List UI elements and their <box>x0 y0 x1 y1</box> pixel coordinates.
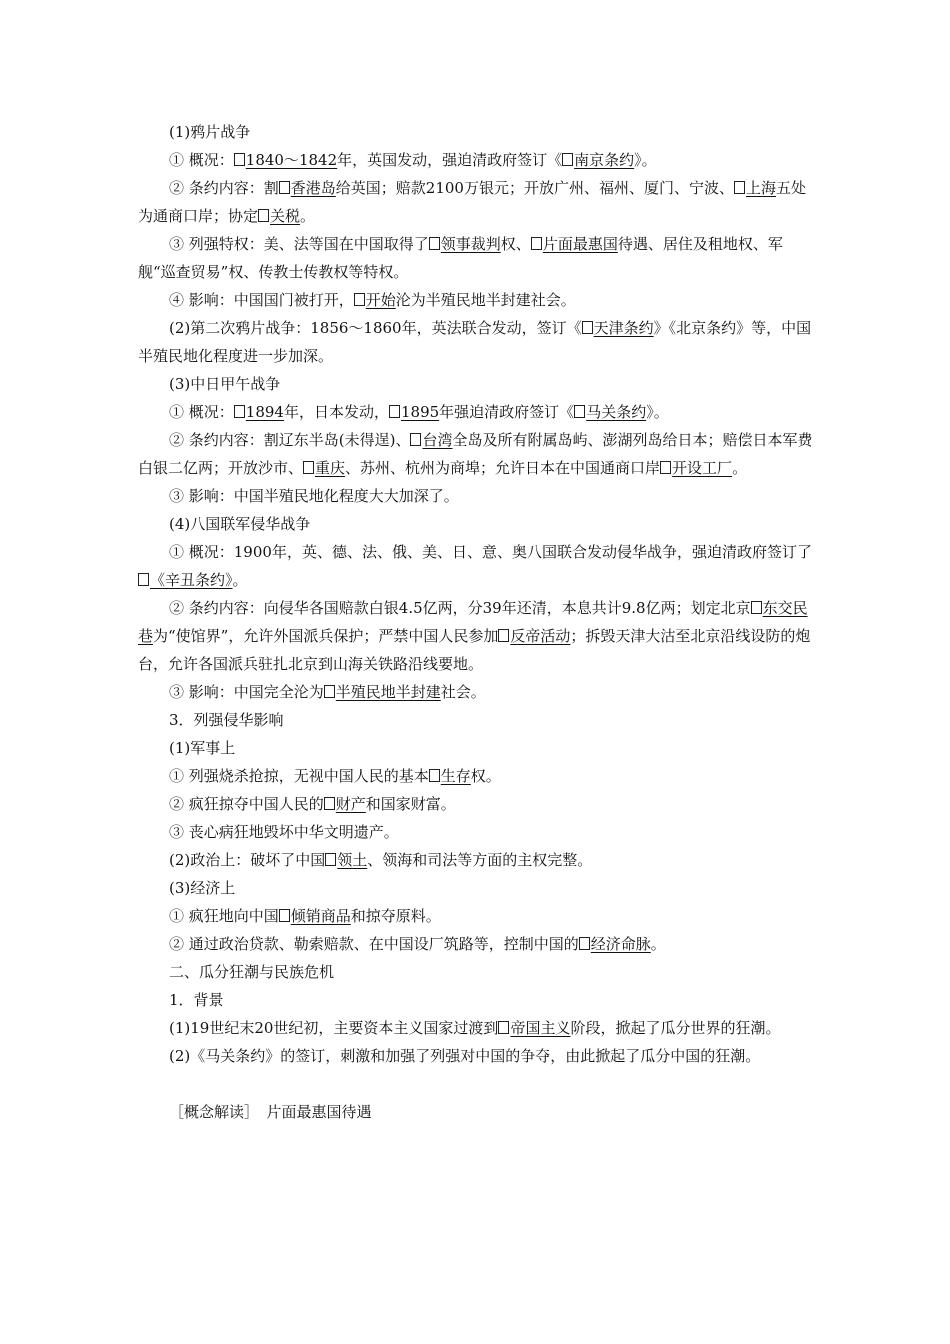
paragraph-text: 和国家财富。 <box>365 795 456 813</box>
paragraph-text: ① 疯狂地向中国 <box>169 907 279 925</box>
paragraph <box>138 314 818 370</box>
paragraph-text: 》。 <box>646 403 669 421</box>
paragraph <box>138 370 818 398</box>
paragraph <box>138 874 818 902</box>
paragraph-text: ③ 影响：中国完全沦为 <box>169 683 324 701</box>
paragraph <box>138 230 818 286</box>
paragraph-text: 给英国；赔款2100万银元；开放广州、福州、厦门、宁波、 <box>335 179 734 197</box>
paragraph-text: ② 条约内容：割辽东半岛(未得逞)、 <box>169 431 411 449</box>
paragraph <box>138 958 818 986</box>
paragraph-text: (3)经济上 <box>169 879 236 897</box>
paragraph-text: 年，英国发动，强迫清政府签订《 <box>337 151 563 169</box>
answer-blank: 1894 <box>234 403 284 421</box>
paragraph <box>138 538 818 594</box>
paragraph-text: 。 <box>300 207 316 225</box>
paragraph-text: 》。 <box>634 151 657 169</box>
paragraph-text: 全岛及所有附属岛屿、澎湖列岛给日本；赔偿日本军费白银二亿两；开放沙市、 <box>138 431 813 477</box>
paragraph <box>138 818 818 846</box>
paragraph-text: (4)八国联军侵华战争 <box>169 515 311 533</box>
paragraph <box>138 1042 818 1070</box>
answer-blank: 上海 <box>734 179 776 197</box>
answer-blank: 倾销商品 <box>279 907 351 925</box>
paragraph-text: ② 疯狂掠夺中国人民的 <box>169 795 324 813</box>
paragraph <box>138 510 818 538</box>
paragraph-text: 。 <box>650 935 666 953</box>
answer-blank: 财产 <box>324 795 366 813</box>
paragraph-text: 社会。 <box>440 683 486 701</box>
paragraph-text: ② 条约内容：向侵华各国赔款白银4.5亿两，分39年还清，本息共计9.8亿两；划定北京 <box>169 599 751 617</box>
paragraph <box>138 790 818 818</box>
answer-blank: 重庆 <box>303 459 345 477</box>
paragraph-text: ；拆毁天津大沽至北京沿线设防的炮台，允许各国派兵驻扎北京到山海关铁路沿线要地。 <box>138 627 811 673</box>
paragraph-text: 二、瓜分狂潮与民族危机 <box>169 963 335 981</box>
paragraph-text: ② 通过政治贷款、勒索赔款、在中国设厂筑路等，控制中国的 <box>169 935 579 953</box>
paragraph <box>138 930 818 958</box>
paragraph <box>138 594 818 678</box>
answer-blank: 南京条约 <box>562 151 634 169</box>
paragraph <box>138 286 818 314</box>
paragraph-text: 年强迫清政府签订《 <box>439 403 575 421</box>
paragraph-text: 权。 <box>470 767 501 785</box>
paragraph <box>138 398 818 426</box>
paragraph-text: 权、 <box>500 235 531 253</box>
paragraph-text: (2)政治上：破坏了中国 <box>169 851 326 869</box>
paragraph <box>138 706 818 734</box>
paragraph-text: ④ 影响：中国国门被打开， <box>169 291 354 309</box>
paragraph-text: (1)19世纪末20世纪初，主要资本主义国家过渡到 <box>169 1019 499 1037</box>
paragraph <box>138 146 818 174</box>
answer-blank: 领土 <box>325 851 367 869</box>
paragraph-text: 阶段，掀起了瓜分世界的狂潮。 <box>570 1019 781 1037</box>
paragraph <box>138 846 818 874</box>
paragraph-text: ③ 丧心病狂地毁坏中华文明遗产。 <box>169 823 399 841</box>
paragraph-text: ［概念解读］ 片面最惠国待遇 <box>169 1103 372 1121</box>
answer-blank: 《辛丑条约》 <box>138 571 233 589</box>
paragraph <box>138 174 818 230</box>
paragraph <box>138 902 818 930</box>
paragraph-text: 五处为通商口岸；协定 <box>138 179 807 225</box>
paragraph-text: 待遇、居住及租地权、军舰“巡查贸易”权、传教士传教权等特权。 <box>138 235 783 281</box>
paragraph-text: 》《北京条约》等，中国半殖民地化程度进一步加深。 <box>138 319 812 365</box>
answer-blank: 关税 <box>258 207 300 225</box>
paragraph <box>138 482 818 510</box>
answer-blank: 反帝活动 <box>498 627 570 645</box>
paragraph <box>138 426 818 482</box>
paragraph-text: (2)《马关条约》的签订，刺激和加强了列强对中国的争夺，由此掀起了瓜分中国的狂潮。 <box>169 1047 761 1065</box>
paragraph-gap <box>138 1070 818 1098</box>
paragraph <box>138 678 818 706</box>
answer-blank: 帝国主义 <box>498 1019 570 1037</box>
answer-blank: 香港岛 <box>279 179 336 197</box>
paragraph-text: (3)中日甲午战争 <box>169 375 281 393</box>
paragraph-text: ① 概况：1900年，英、德、法、俄、美、日、意、奥八国联合发动侵华战争，强迫清政府签订了 <box>169 543 812 561</box>
paragraph-text: 年，日本发动， <box>283 403 389 421</box>
paragraph-text: ① 概况： <box>169 403 234 421</box>
paragraph-text: ① 列强烧杀抢掠，无视中国人民的基本 <box>169 767 429 785</box>
paragraph-text: (2)第二次鸦片战争：1856～1860年，英法联合发动，签订《 <box>169 319 582 337</box>
answer-blank: 天津条约 <box>582 319 654 337</box>
answer-blank: 开始 <box>354 291 396 309</box>
answer-blank: 片面最惠国 <box>531 235 618 253</box>
answer-blank: 半殖民地半封建 <box>324 683 441 701</box>
paragraph-text: 沦为半殖民地半封建社会。 <box>395 291 576 309</box>
answer-blank: 东交民巷 <box>138 599 808 645</box>
answer-blank: 领事裁判 <box>429 235 501 253</box>
answer-blank: 台湾 <box>410 431 452 449</box>
paragraph-text: 和掠夺原料。 <box>350 907 441 925</box>
paragraph <box>138 986 818 1014</box>
paragraph-text: 为“使馆界”，允许外国派兵保护；严禁中国人民参加 <box>153 627 499 645</box>
answer-blank: 生存 <box>429 767 471 785</box>
paragraph-text: ③ 影响：中国半殖民地化程度大大加深了。 <box>169 487 459 505</box>
paragraph-text: 3．列强侵华影响 <box>169 711 284 729</box>
paragraph <box>138 762 818 790</box>
paragraph <box>138 118 818 146</box>
paragraph <box>138 1014 818 1042</box>
paragraph-text: ① 概况： <box>169 151 234 169</box>
answer-blank: 1895 <box>389 403 439 421</box>
paragraph-text: ③ 列强特权：美、法等国在中国取得了 <box>169 235 429 253</box>
paragraph-text: 1．背景 <box>169 991 224 1009</box>
paragraph <box>138 1098 818 1126</box>
paragraph-text: 。 <box>232 571 248 589</box>
paragraph-text: (1)鸦片战争 <box>169 123 251 141</box>
answer-blank: 开设工厂 <box>660 459 732 477</box>
paragraph-text: 、领海和司法等方面的主权完整。 <box>367 851 593 869</box>
answer-blank: 经济命脉 <box>579 935 651 953</box>
answer-blank: 1840～1842 <box>234 151 337 169</box>
paragraph-text: 。 <box>732 459 748 477</box>
paragraph <box>138 734 818 762</box>
answer-blank: 马关条约 <box>574 403 646 421</box>
paragraph-text: ② 条约内容：割 <box>169 179 279 197</box>
paragraph-text: (1)军事上 <box>169 739 236 757</box>
document-body <box>138 118 818 1126</box>
paragraph-text: 、苏州、杭州为商埠；允许日本在中国通商口岸 <box>345 459 661 477</box>
